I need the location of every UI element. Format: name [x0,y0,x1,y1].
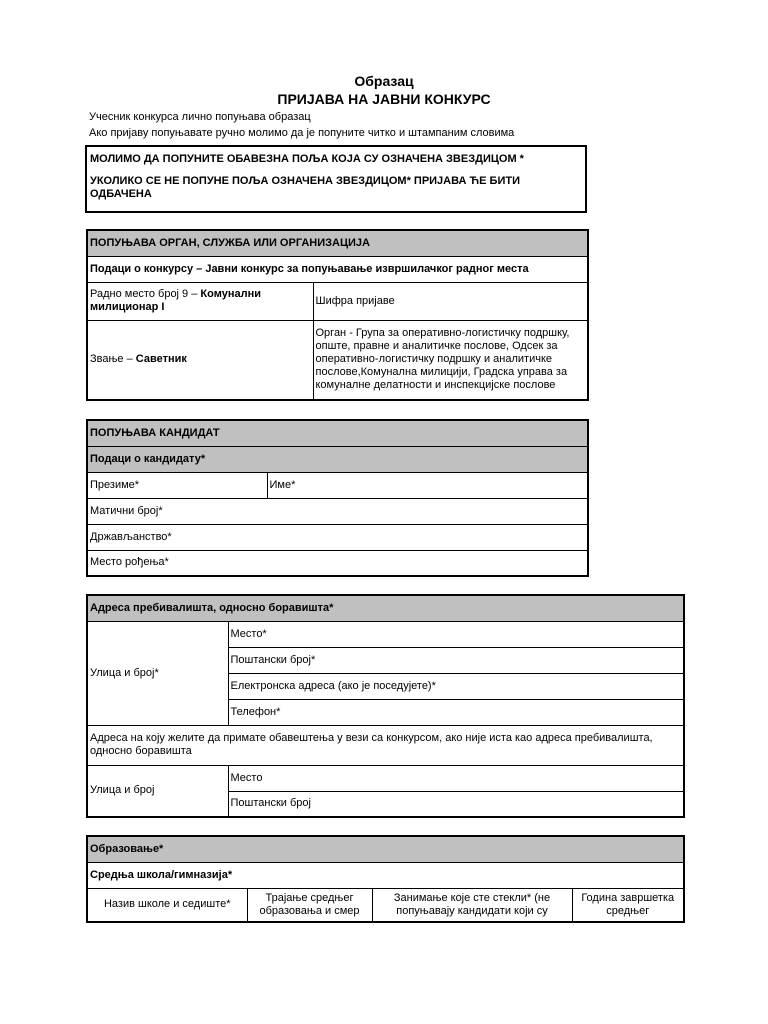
school-name-column: Назив школе и седиште* [87,888,247,922]
jmbg-field[interactable]: Матични број* [87,498,588,524]
candidate-subheader: Подаци о кандидату* [87,446,588,472]
candidate-header: ПОПУЊАВА КАНДИДАТ [87,420,588,446]
address-header: Адреса пребивалишта, односно боравишта* [87,595,684,621]
phone-field[interactable]: Телефон* [228,699,684,725]
education-header: Образовање* [87,836,684,862]
position-name: Комунални милиционар I [90,288,261,313]
org-header: ПОПУЊАВА ОРГАН, СЛУЖБА ИЛИ ОРГАНИЗАЦИЈА [87,230,588,256]
email-field[interactable]: Електронска адреса (ако је поседујете)* [228,673,684,699]
alt-street-label: Улица и број [87,765,228,817]
postal-field[interactable]: Поштански број* [228,647,684,673]
secondary-school-header: Средња школа/гимназија* [87,862,684,888]
citizenship-field[interactable]: Држављанство* [87,524,588,550]
address-table [86,594,685,818]
alt-place-field[interactable]: Место [228,765,684,791]
name-field[interactable]: Име* [267,472,588,498]
organ-description: Орган - Група за оперативно-логистичку подршку, опште, правне и аналитичке послове, Одсек за оперативно-логистичку подршку и аналитичке послове,Комунална милицији, Градска управа за комуналне делатности и инспекцијске послове [313,320,588,400]
candidate-table [86,419,589,577]
birthplace-field[interactable]: Место рођења* [87,550,588,576]
alt-address-note: Адреса на коју желите да примате обавештења у вези са конкурсом, ако није иста као адреса пребивалишта, односно боравишта [87,725,684,765]
form-title: Образац [354,73,414,89]
notice-required: МОЛИМО ДА ПОПУНИТЕ ОБАВЕЗНА ПОЉА КОЈА СУ ОЗНАЧЕНА ЗВЕЗДИЦОМ * [90,153,524,165]
notice-rejected: УКОЛИКО СЕ НЕ ПОПУНЕ ПОЉА ОЗНАЧЕНА ЗВЕЗДИЦОМ* ПРИЈАВА ЋЕ БИТИ ОДБАЧЕНА [90,175,520,200]
form-subtitle: ПРИЈАВА НА ЈАВНИ КОНКУРС [277,91,491,107]
surname-field[interactable]: Презиме* [87,472,267,498]
competition-info: Подаци о конкурсу – Јавни конкурс за попуњавање извршилачког радног места [87,256,588,282]
rank-name: Саветник [135,353,187,366]
education-table [86,835,685,923]
intro-line-2: Ако пријаву попуњавате ручно молимо да је попуните читко и штампаним словима [89,127,515,139]
position-cell [87,282,313,320]
occupation-column: Занимање које сте стекли* (не попуњавају кандидати који су [372,888,572,922]
rank-cell [87,320,313,400]
alt-postal-field[interactable]: Поштански број [228,791,684,817]
position-prefix: Радно место број 9 – [90,288,201,300]
street-label: Улица и број* [87,621,228,725]
place-field[interactable]: Место* [228,621,684,647]
graduation-year-column: Година завршетка средњег [572,888,684,922]
org-table [86,229,589,401]
rank-prefix: Звање – [90,353,136,366]
duration-column: Трајање средњег образовања и смер [247,888,372,922]
notice-box [85,145,587,213]
intro-line-1: Учесник конкурса лично попуњава образац [89,111,311,123]
application-code-field[interactable]: Шифра пријаве [313,282,588,320]
